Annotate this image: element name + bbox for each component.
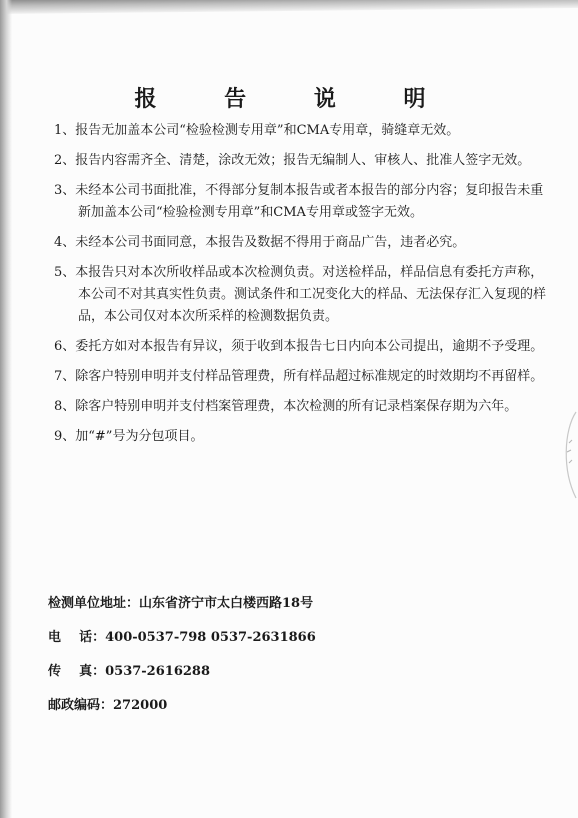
fax-label: 传 真： [48, 664, 106, 679]
list-item: 3、未经本公司书面批准，不得部分复制本报告或者本报告的部分内容；复印报告未重新加盖本公司“检验检测专用章”和CMA专用章或签字无效。 [54, 183, 544, 220]
postcode-label: 邮政编码： [48, 698, 114, 713]
address-label: 检测单位地址： [48, 596, 140, 611]
fax-row [48, 662, 548, 696]
list-item: 5、本报告只对本次所收样品或本次检测负责。对送检样品，样品信息有委托方声称，本公司不对其真实性负责。测试条件和工况变化大的样品、无法保存汇入复现的样品，本公司仅对本次所采样的检测数据负责。 [54, 265, 547, 324]
seam-seal-mark [556, 410, 578, 500]
list-item: 1、报告无加盖本公司“检验检测专用章”和CMA专用章，骑缝章无效。 [54, 123, 460, 138]
address-row [48, 594, 548, 628]
notes-list [40, 120, 548, 456]
list-item: 4、未经本公司书面同意，本报告及数据不得用于商品广告，违者必究。 [54, 235, 466, 250]
list-item: 8、除客户特别申明并支付档案管理费，本次检测的所有记录档案保存期为六年。 [54, 399, 518, 414]
postcode-value: 272000 [113, 698, 168, 713]
phone-label: 电 话： [48, 630, 106, 645]
list-item: 9、加“#”号为分包项目。 [54, 429, 204, 444]
list-item: 7、除客户特别申明并支付样品管理费，所有样品超过标准规定的时效期均不再留样。 [54, 369, 544, 384]
phone-value: 400-0537-798 0537-2631866 [105, 630, 316, 645]
contact-block [48, 594, 548, 730]
scan-edge-left [0, 0, 12, 818]
list-item: 6、委托方如对本报告有异议，须于收到本报告七日内向本公司提出，逾期不予受理。 [54, 339, 544, 354]
list-item: 2、报告内容需齐全、清楚，涂改无效；报告无编制人、审核人、批准人签字无效。 [54, 153, 531, 168]
phone-row [48, 628, 548, 662]
fax-value: 0537-2616288 [105, 664, 211, 679]
scan-edge-top [0, 0, 578, 14]
address-value: 山东省济宁市太白楼西路18号 [139, 596, 314, 611]
page-title: 报 告 说 明 [134, 87, 456, 112]
postcode-row [48, 696, 548, 730]
